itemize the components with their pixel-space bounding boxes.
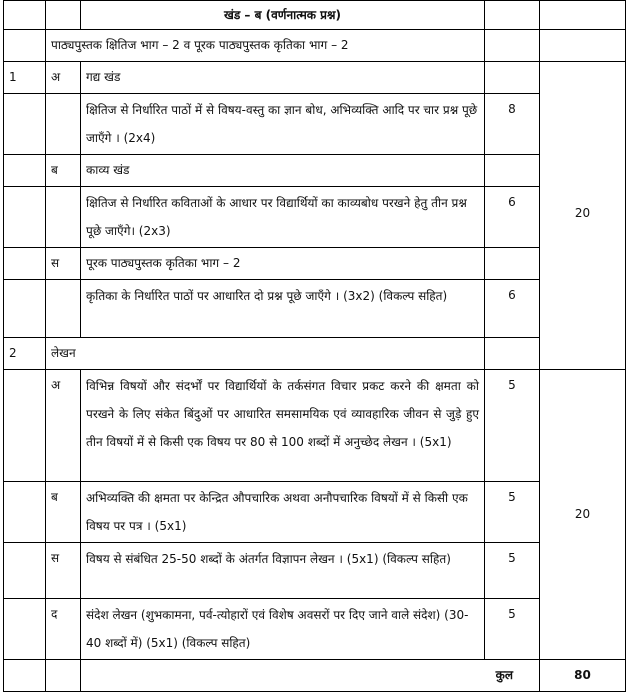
q1-c-text-row xyxy=(4,280,626,338)
q1-total xyxy=(540,62,626,370)
question-paper-blueprint-table xyxy=(3,0,626,692)
q1-c-heading-row xyxy=(4,248,626,280)
q2-heading: लेखन xyxy=(46,338,485,370)
q2-b-row xyxy=(4,482,626,543)
q1-c-heading: पूरक पाठ्यपुस्तक कृतिका भाग – 2 xyxy=(81,248,485,280)
q1-b-heading-row xyxy=(4,155,626,187)
q2-b-letter: ब xyxy=(46,482,81,543)
q2-c-letter: स xyxy=(46,543,81,599)
q1-a-heading: गद्य खंड xyxy=(81,62,485,94)
total-row xyxy=(4,660,626,692)
q1-number: 1 xyxy=(4,62,46,94)
q1-c-letter: स xyxy=(46,248,81,280)
q2-a-marks: 5 xyxy=(485,370,540,482)
q2-total xyxy=(540,370,626,660)
q1-a-text-row xyxy=(4,94,626,155)
q2-total-value: 20 xyxy=(574,507,591,521)
q2-a-row xyxy=(4,370,626,482)
q2-c-text: विषय से संबंधित 25-50 शब्दों के अंतर्गत विज्ञापन लेखन । (5x1) (विकल्प सहित) xyxy=(81,543,485,599)
q2-c-row xyxy=(4,543,626,599)
books-text: पाठ्यपुस्तक क्षितिज भाग – 2 व पूरक पाठ्यपुस्तक कृतिका भाग – 2 xyxy=(46,30,485,62)
section-title-row xyxy=(4,1,626,30)
q1-total-value: 20 xyxy=(574,206,591,220)
q2-d-letter: द xyxy=(46,599,81,660)
q1-a-letter: अ xyxy=(46,62,81,94)
q2-heading-row xyxy=(4,338,626,370)
q1-a-heading-row xyxy=(4,62,626,94)
q2-b-marks: 5 xyxy=(485,482,540,543)
q1-a-text: क्षितिज से निर्धारित पाठों में से विषय-वस्तु का ज्ञान बोध, अभिव्यक्ति आदि पर चार प्रश्न पूछे जाएँगे । (2x4) xyxy=(81,94,485,155)
q1-c-text: कृतिका के निर्धारित पाठों पर आधारित दो प्रश्न पूछे जाएँगे । (3x2) (विकल्प सहित) xyxy=(81,280,485,338)
q1-b-text: क्षितिज से निर्धारित कविताओं के आधार पर विद्यार्थियों का काव्यबोध परखने हेतु तीन प्रश्न पूछे जाएँगे। (2x3) xyxy=(81,187,485,248)
q2-a-letter: अ xyxy=(46,370,81,482)
section-title: खंड – ब (वर्णनात्मक प्रश्न) xyxy=(81,1,485,30)
q1-a-marks: 8 xyxy=(485,94,540,155)
q1-b-text-row xyxy=(4,187,626,248)
q2-c-marks: 5 xyxy=(485,543,540,599)
q1-b-marks: 6 xyxy=(485,187,540,248)
q1-b-letter: ब xyxy=(46,155,81,187)
q2-number: 2 xyxy=(4,338,46,370)
q2-d-text: संदेश लेखन (शुभकामना, पर्व-त्योहारों एवं विशेष अवसरों पर दिए जाने वाले संदेश) (30-40 शब्दों में) (5x1) (विकल्प सहित) xyxy=(81,599,485,660)
q1-b-heading: काव्य खंड xyxy=(81,155,485,187)
q2-a-text: विभिन्न विषयों और संदर्भों पर विद्यार्थियों के तर्कसंगत विचार प्रकट करने की क्षमता को परखने के लिए संकेत बिंदुओं पर आधारित समसामयिक एवं व्यावहारिक जीवन से जुड़े हुए तीन विषयों में से किसी एक विषय पर 80 से 100 शब्दों में अनुच्छेद लेखन । (5x1) xyxy=(81,370,485,482)
total-label: कुल xyxy=(81,660,540,692)
q2-b-text: अभिव्यक्ति की क्षमता पर केन्द्रित औपचारिक अथवा अनौपचारिक विषयों में से किसी एक विषय पर पत्र । (5x1) xyxy=(81,482,485,543)
q2-d-row xyxy=(4,599,626,660)
q1-c-marks: 6 xyxy=(485,280,540,338)
grand-total: 80 xyxy=(540,660,626,692)
q2-d-marks: 5 xyxy=(485,599,540,660)
books-row xyxy=(4,30,626,62)
